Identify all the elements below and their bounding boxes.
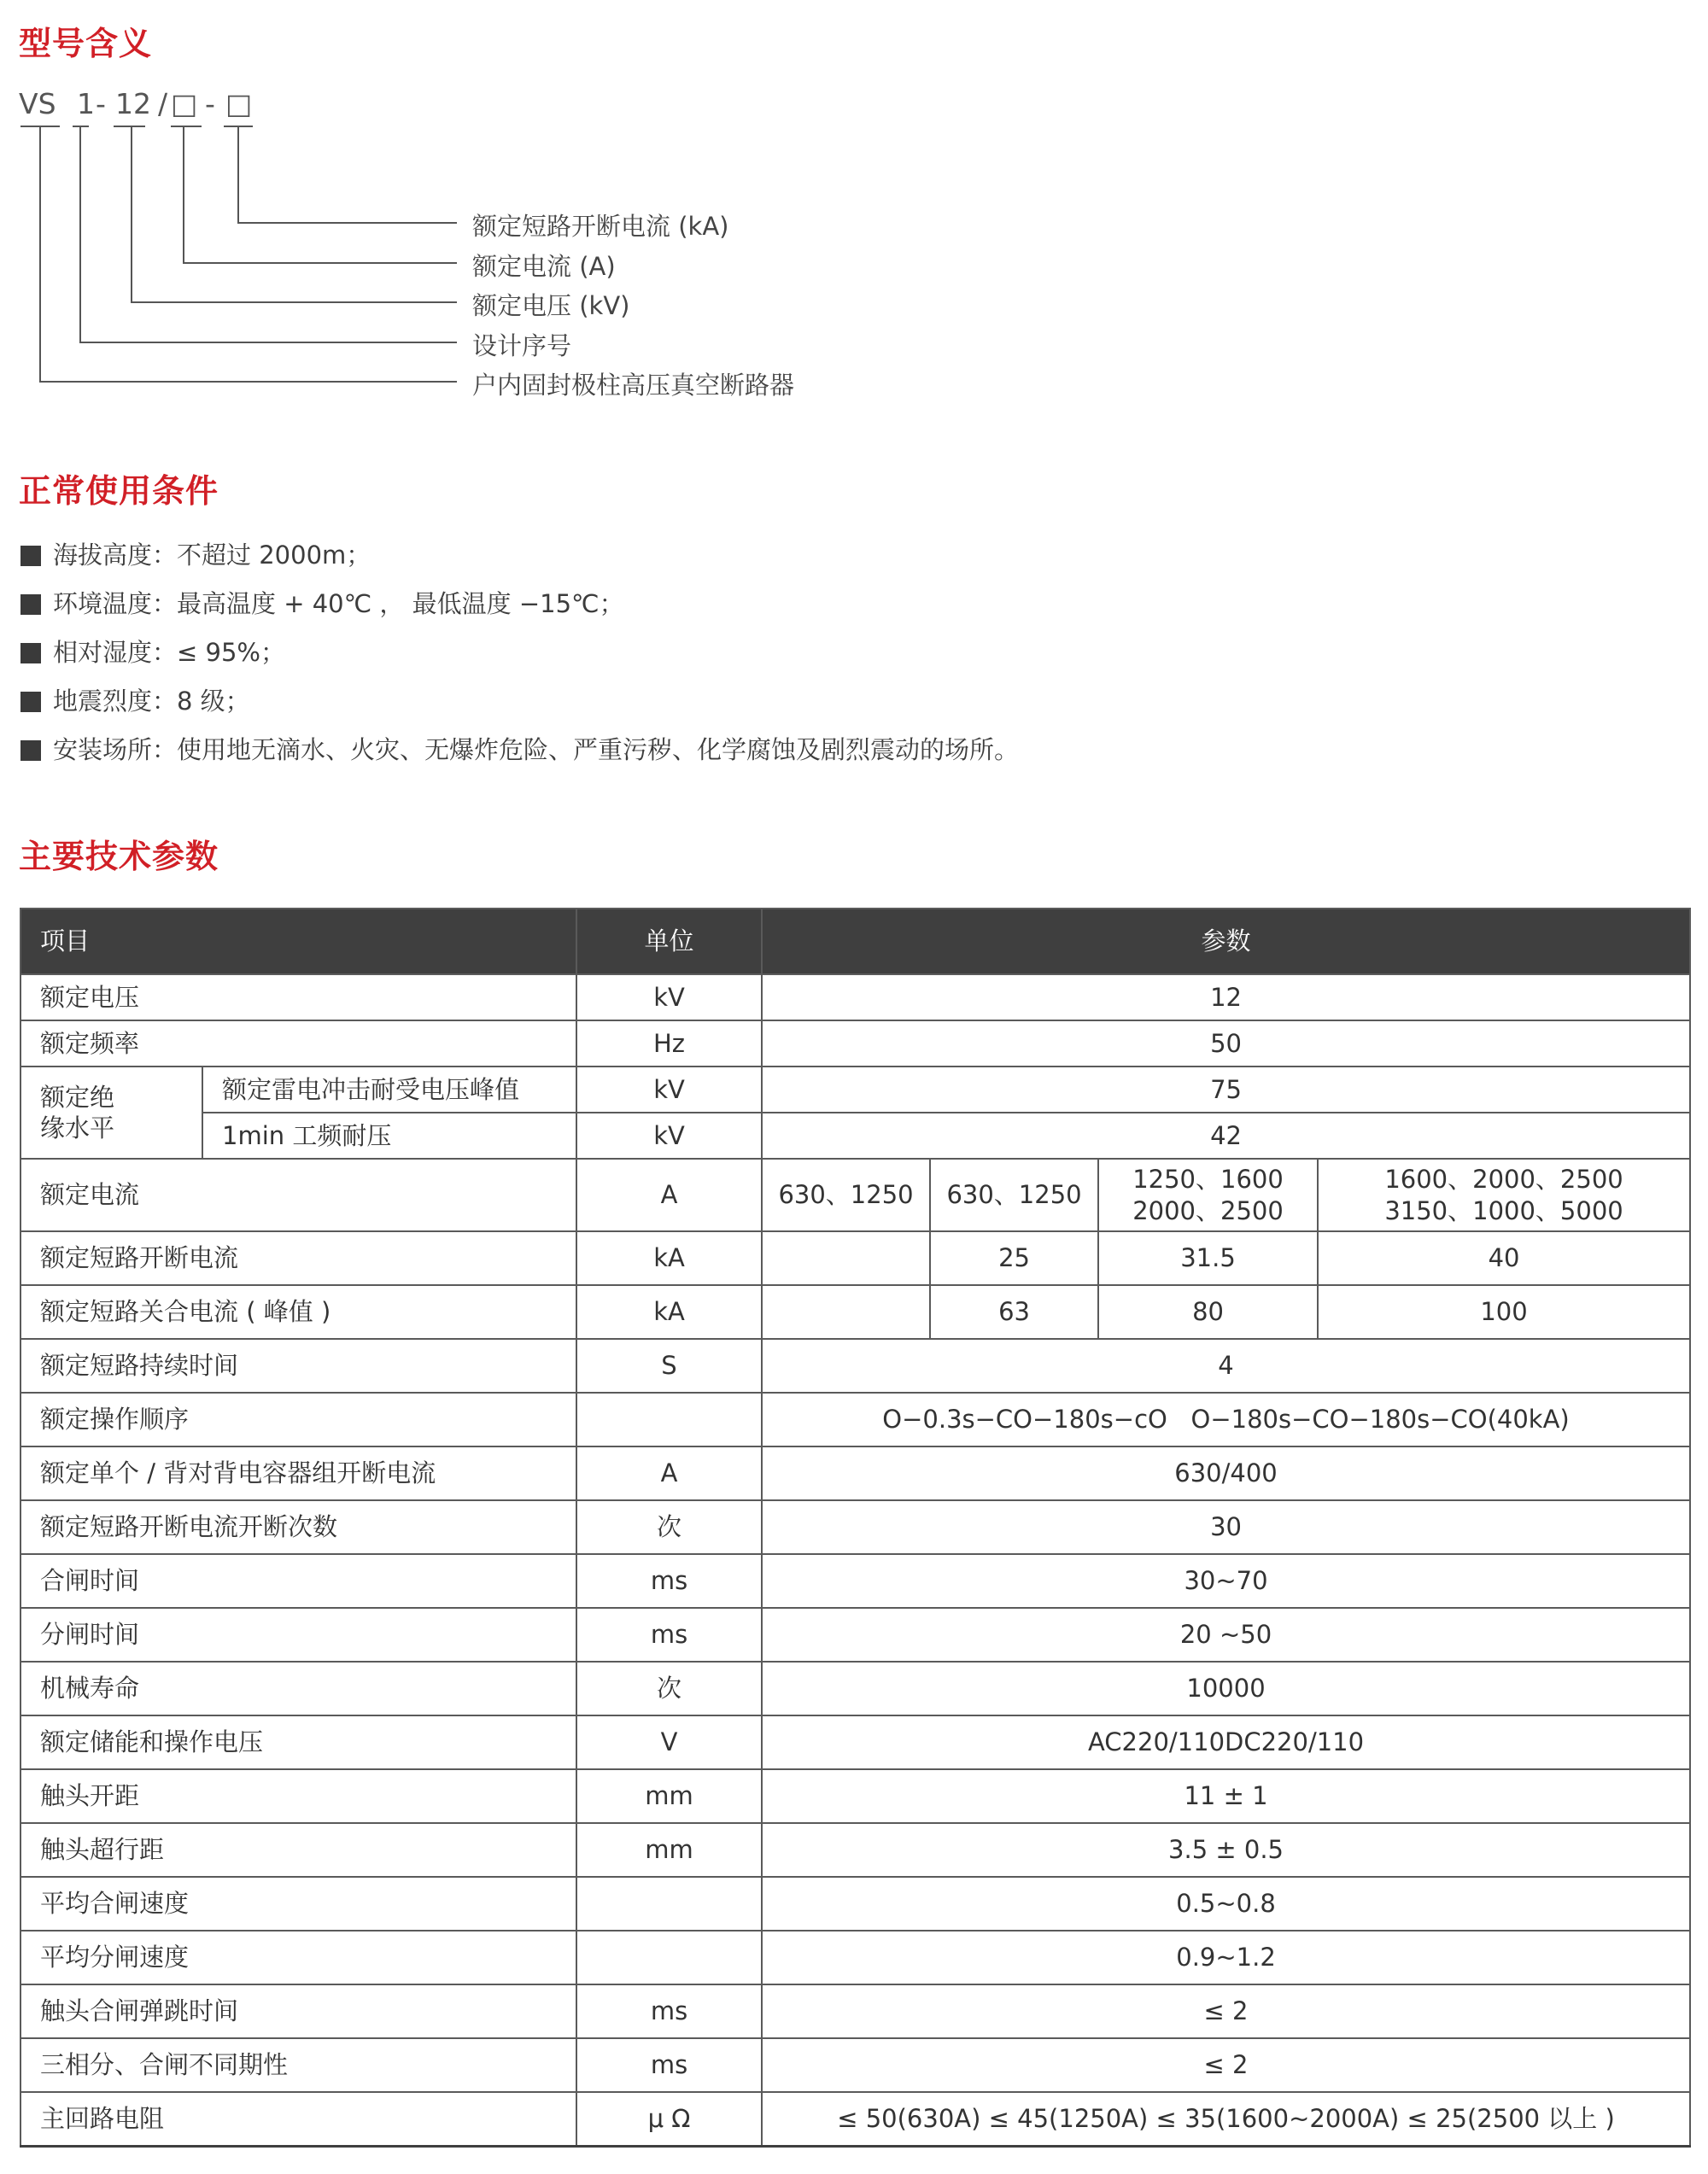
table-row: 触头开距 mm 11 ± 1: [20, 1769, 1690, 1823]
code-part-current: □: [171, 87, 198, 120]
table-row: 机械寿命 次 10000: [20, 1662, 1690, 1715]
table-row: 平均分闸速度 0.9~1.2: [20, 1931, 1690, 1984]
code-part-design: 1: [77, 87, 95, 120]
header-param: 参数: [762, 909, 1690, 974]
code-part-dash: -: [205, 87, 215, 120]
table-row: 额定电压 kV 12: [20, 974, 1690, 1020]
table-row: 额定单个 / 背对背电容器组开断电流 A 630/400: [20, 1446, 1690, 1500]
conditions-section-title: 正常使用条件: [19, 472, 219, 510]
bullet-square-icon: [20, 692, 41, 712]
table-row: 主回路电阻 μ Ω ≤ 50(630A) ≤ 45(1250A) ≤ 35(1600~2000A) ≤ 25(2500 以上 ): [20, 2092, 1690, 2146]
code-part-voltage: 12: [115, 87, 151, 120]
lead-breaking-current: 额定短路开断电流 (kA): [472, 212, 729, 241]
code-part-slash: /: [158, 87, 168, 120]
condition-item: 相对湿度：≤ 95%；: [20, 628, 1019, 677]
condition-item: 地震烈度：8 级；: [20, 677, 1019, 726]
table-row: 额定频率 Hz 50: [20, 1020, 1690, 1067]
table-row: 额定操作顺序 O−0.3s−CO−180s−cO O−180s−CO−180s−CO(40kA): [20, 1393, 1690, 1446]
table-row: 分闸时间 ms 20 ~50: [20, 1608, 1690, 1662]
table-row: 三相分、合闸不同期性 ms ≤ 2: [20, 2038, 1690, 2092]
condition-item: 环境温度：最高温度 + 40℃ ， 最低温度 −15℃；: [20, 580, 1019, 628]
bullet-square-icon: [20, 740, 41, 761]
table-row: 额定储能和操作电压 V AC220/110DC220/110: [20, 1715, 1690, 1769]
tech-section-title: 主要技术参数: [19, 838, 219, 875]
lead-rated-voltage: 额定电压 (kV): [472, 291, 630, 320]
lead-product-type: 户内固封极柱高压真空断路器: [472, 371, 795, 400]
code-part-breaking: □: [225, 87, 253, 120]
table-row: 额定短路持续时间 S 4: [20, 1339, 1690, 1393]
table-row: 平均合闸速度 0.5~0.8: [20, 1877, 1690, 1931]
table-row: 额定短路开断电流开断次数 次 30: [20, 1500, 1690, 1554]
table-row: 额定短路开断电流 kA 25 31.5 40: [20, 1231, 1690, 1285]
code-part-dash: -: [96, 87, 106, 120]
condition-item: 海拔高度：不超过 2000m；: [20, 531, 1019, 580]
table-row: 1min 工频耐压 kV 42: [20, 1113, 1690, 1159]
table-row: 合闸时间 ms 30~70: [20, 1554, 1690, 1608]
conditions-list: [20, 531, 1019, 774]
header-item: 项目: [20, 909, 576, 974]
code-part-vs: VS: [19, 87, 56, 120]
table-row: 额定短路关合电流 ( 峰值 ) kA 63 80 100: [20, 1285, 1690, 1339]
bullet-square-icon: [20, 594, 41, 615]
bullet-square-icon: [20, 546, 41, 566]
header-unit: 单位: [576, 909, 762, 974]
lead-design-number: 设计序号: [472, 331, 572, 360]
table-row: 额定电流 A 630、1250 630、1250 1250、1600 2000、2500 1600、2000、2500 3150、1000、5000: [20, 1159, 1690, 1231]
insulation-group-label: 额定绝 缘水平: [20, 1067, 202, 1159]
lead-rated-current: 额定电流 (A): [472, 252, 616, 281]
table-row: 额定绝 缘水平 额定雷电冲击耐受电压峰值 kV 75: [20, 1067, 1690, 1113]
model-section-title: 型号含义: [19, 25, 153, 62]
table-row: 触头合闸弹跳时间 ms ≤ 2: [20, 1984, 1690, 2038]
tech-params-table: [20, 908, 1691, 2148]
condition-item: 安装场所：使用地无滴水、火灾、无爆炸危险、严重污秽、化学腐蚀及剧烈震动的场所。: [20, 726, 1019, 774]
table-header-row: [20, 909, 1690, 974]
table-row: 触头超行距 mm 3.5 ± 0.5: [20, 1823, 1690, 1877]
bullet-square-icon: [20, 643, 41, 663]
model-leader-lines: [0, 0, 854, 410]
